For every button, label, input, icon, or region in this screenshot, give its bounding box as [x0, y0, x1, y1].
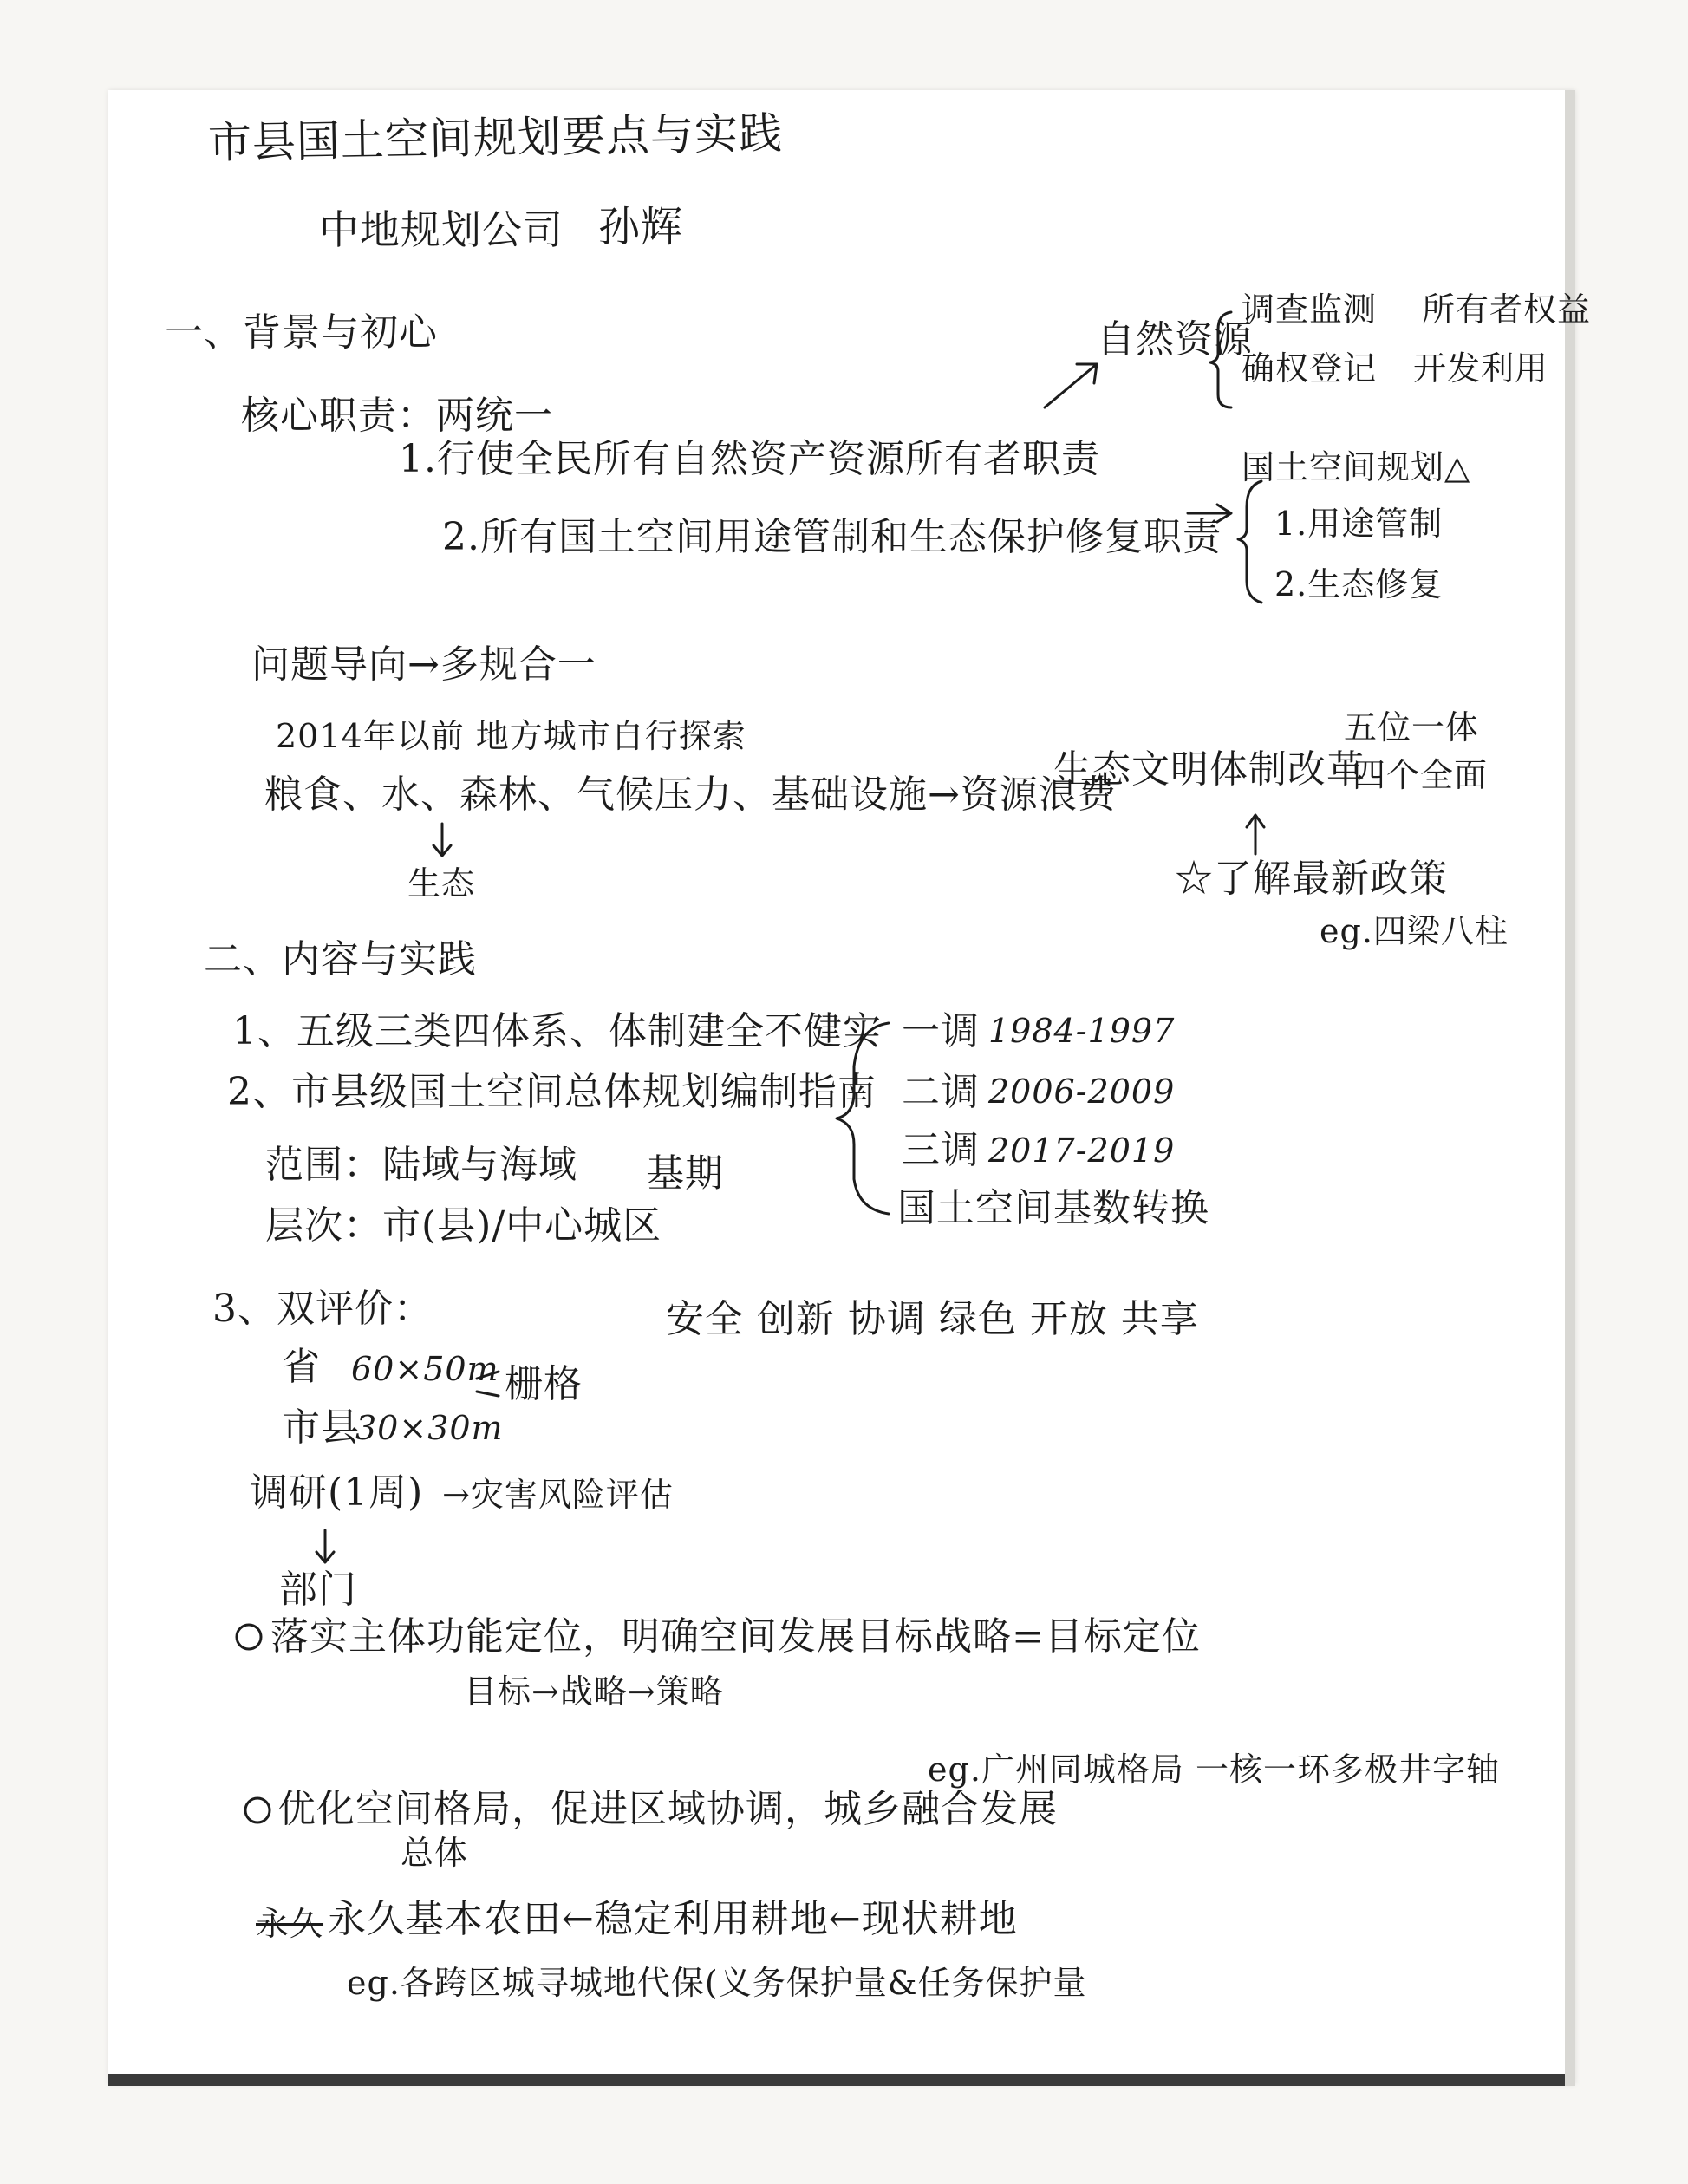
natural-resources-label: 自然资源: [1097, 317, 1253, 362]
paper-right-edge: [1565, 90, 1575, 2086]
survey-3-name: 三调: [902, 1128, 980, 1172]
farmland-chain: 永久基本农田←稳定利用耕地←现状耕地: [328, 1897, 1018, 1941]
author-name: 孙辉: [598, 203, 684, 251]
nr-item-registration: 确权登记: [1242, 349, 1378, 388]
eco-note: 生态: [407, 864, 476, 903]
city-grid: 30×30m: [355, 1409, 504, 1447]
section2-heading: 二、内容与实践: [204, 937, 477, 981]
before-2014: 2014年以前 地方城市自行探索: [276, 717, 746, 755]
point-one-sub: 目标→战略→策略: [464, 1672, 724, 1711]
struck-word: 永久: [256, 1905, 324, 1943]
nr-item-owner-rights: 所有者权益: [1422, 290, 1592, 329]
city-label: 市县: [282, 1405, 360, 1450]
five-in-one: 五位一体: [1344, 708, 1480, 746]
four-comprehensive: 四个全面: [1352, 756, 1489, 794]
author-org: 中地规划公司: [319, 206, 564, 253]
duty-two: 2.所有国土空间用途管制和生态保护修复职责: [442, 515, 1222, 559]
grid-word: 栅格: [505, 1362, 583, 1406]
province-label: 省: [282, 1345, 321, 1389]
level: 层次：市(县)/中心城区: [265, 1203, 662, 1248]
province-grid: 60×50m: [351, 1350, 499, 1388]
problem-orientation: 问题导向→多规合一: [251, 642, 596, 687]
item-five-levels: 1、五级三类四体系、体制建全不健实: [232, 1009, 882, 1053]
nr-item-survey: 调查监测: [1242, 290, 1378, 329]
paper-bottom-edge: [108, 2074, 1575, 2086]
survey-base-conversion: 国土空间基数转换: [897, 1186, 1209, 1230]
survey-2-name: 二调: [902, 1070, 980, 1114]
nr-item-development: 开发利用: [1413, 349, 1549, 388]
core-duty: 核心职责：两统一: [241, 394, 553, 438]
page-title: 市县国土空间规划要点与实践: [207, 108, 784, 168]
scope: 范围：陆域与海域: [265, 1143, 577, 1187]
risk-assessment: →灾害风险评估: [442, 1476, 674, 1514]
item-guideline: 2、市县级国土空间总体规划编制指南: [227, 1070, 877, 1114]
sp-item-eco-restore: 2.生态修复: [1274, 565, 1444, 603]
survey-1-years: 1984-1997: [988, 1012, 1176, 1050]
department: 部门: [279, 1568, 357, 1612]
double-evaluation: 3、双评价：: [212, 1287, 433, 1331]
survey-2-years: 2006-2009: [988, 1072, 1176, 1111]
farmland-example: eg.各跨区城寻城地代保(义务保护量&任务保护量: [347, 1964, 1087, 2002]
latest-policy: ☆了解最新政策: [1175, 857, 1448, 901]
section1-heading: 一、背景与初心: [165, 310, 438, 355]
research-week: 调研(1周): [250, 1470, 424, 1515]
development-concepts: 安全 创新 协调 绿色 开放 共享: [666, 1297, 1199, 1341]
base-period: 基期: [646, 1151, 724, 1196]
spatial-planning-label: 国土空间规划△: [1242, 448, 1471, 486]
survey-3-years: 2017-2019: [988, 1131, 1176, 1170]
overall: 总体: [401, 1834, 469, 1872]
sp-item-use-control: 1.用途管制: [1274, 505, 1444, 543]
pressures: 粮食、水、森林、气候压力、基础设施→资源浪费: [264, 773, 1117, 817]
point-two-example: eg.广州同城格局 一核一环多极井字轴: [928, 1750, 1500, 1789]
point-one: 落实主体功能定位，明确空间发展目标战略=目标定位: [270, 1614, 1201, 1659]
survey-1-name: 一调: [902, 1009, 980, 1053]
eco-civilization-reform: 生态文明体制改革: [1053, 747, 1365, 792]
point-two: 优化空间格局，促进区域协调，城乡融合发展: [277, 1787, 1058, 1831]
duty-one: 1.行使全民所有自然资产资源所有者职责: [399, 437, 1100, 481]
policy-example: eg.四梁八柱: [1320, 912, 1509, 950]
